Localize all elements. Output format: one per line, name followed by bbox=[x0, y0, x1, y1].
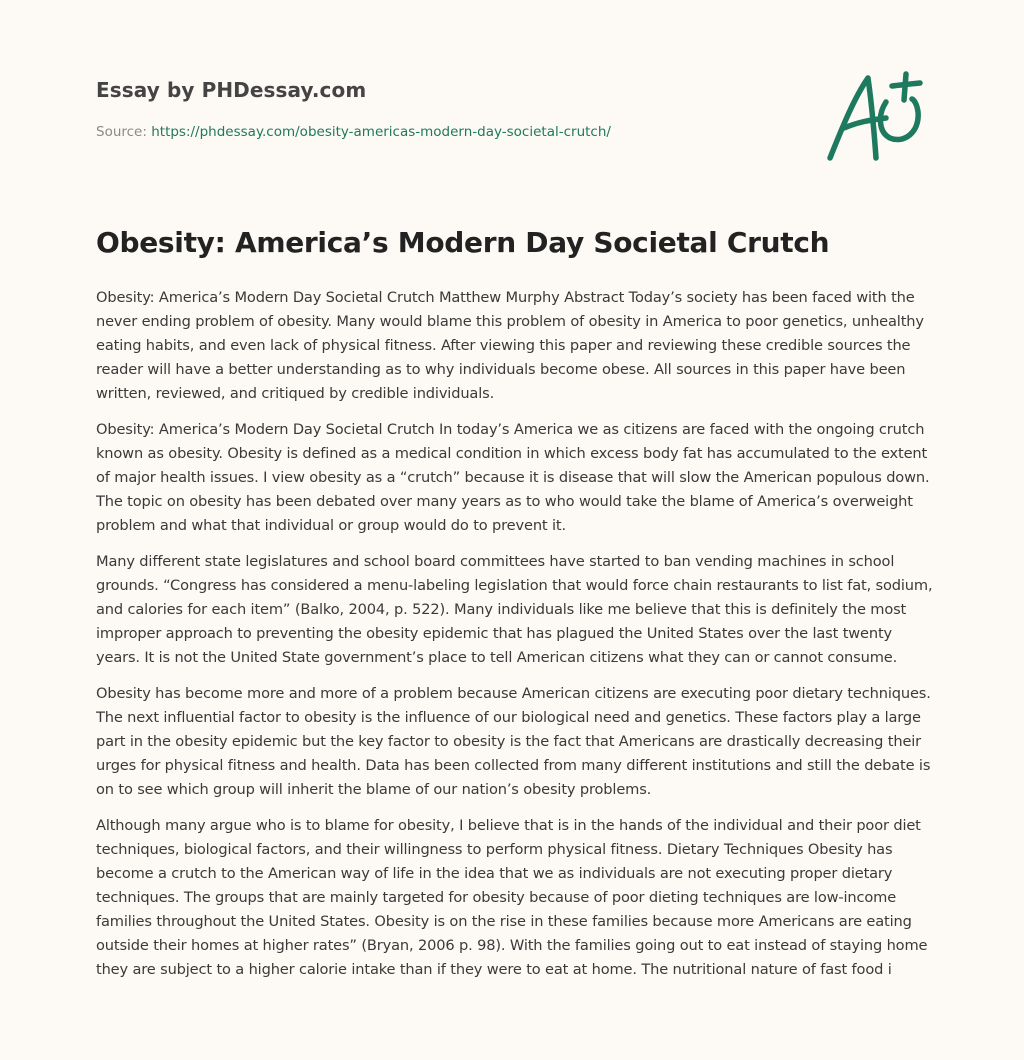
essay-paragraph: Although many argue who is to blame for obesity, I believe that is in the hands of the individual and their poor diet techniques, biological factors, and their willingness to perform physical fitness. Dietary Techniques Obesity has become a crutch to the American way of life in the idea that we as individuals are not executing proper dietary techniques. The groups that are mainly targeted for obesity because of poor dieting techniques are low-income families throughout the United States. Obesity is on the rise in these families because more Americans are eating outside their homes at higher rates” (Bryan, 2006 p. 98). With the families going out to eat instead of staying home they are subject to a higher calorie intake than if they were to eat at home. The nutritional nature of fast food i bbox=[96, 817, 928, 978]
essay-body bbox=[96, 286, 938, 994]
essay-paragraph: Many different state legislatures and school board committees have started to ban vending machines in school grounds. “Congress has considered a menu-labeling legislation that would force chain restaurants to list fat, sodium, and calories for each item” (Balko, 2004, p. 522). Many individuals like me believe that this is definitely the most improper approach to preventing the obesity epidemic that has plagued the United States over the last twenty years. It is not the United State government’s place to tell American citizens what they can or cannot consume. bbox=[96, 553, 933, 666]
essay-paragraph: Obesity: America’s Modern Day Societal Crutch Matthew Murphy Abstract Today’s society has been faced with the never ending problem of obesity. Many would blame this problem of obesity in America to poor genetics, unhealthy eating habits, and even lack of physical fitness. After viewing this paper and reviewing these credible sources the reader will have a better understanding as to why individuals become obese. All sources in this paper have been written, reviewed, and critiqued by credible individuals. bbox=[96, 289, 924, 402]
essay-title: Obesity: America’s Modern Day Societal Crutch bbox=[96, 226, 830, 259]
site-header bbox=[96, 78, 366, 102]
essay-paragraph: Obesity has become more and more of a problem because American citizens are executing poor dietary techniques. The next influential factor to obesity is the influence of our biological need and genetics. These factors play a large part in the obesity epidemic but the key factor to obesity is the fact that Americans are drastically decreasing their urges for physical fitness and health. Data has been collected from many different institutions and still the debate is on to see which group will inherit the blame of our nation’s obesity problems. bbox=[96, 685, 931, 798]
a-plus-grade-logo-icon bbox=[820, 66, 930, 166]
site-title: Essay by PHDessay.com bbox=[96, 78, 367, 102]
source-line bbox=[96, 124, 611, 140]
source-label: Source: bbox=[96, 124, 152, 140]
essay-paragraph: Obesity: America’s Modern Day Societal Crutch In today’s America we as citizens are faced with the ongoing crutch known as obesity. Obesity is defined as a medical condition in which excess body fat has accumulated to the extent of major health issues. I view obesity as a “crutch” because it is disease that will slow the American populous down. The topic on obesity has been debated over many years as to who would take the blame of America’s overweight problem and what that individual or group would do to prevent it. bbox=[96, 421, 930, 534]
source-link[interactable]: https://phdessay.com/obesity-americas-modern-day-societal-crutch/ bbox=[151, 124, 611, 140]
